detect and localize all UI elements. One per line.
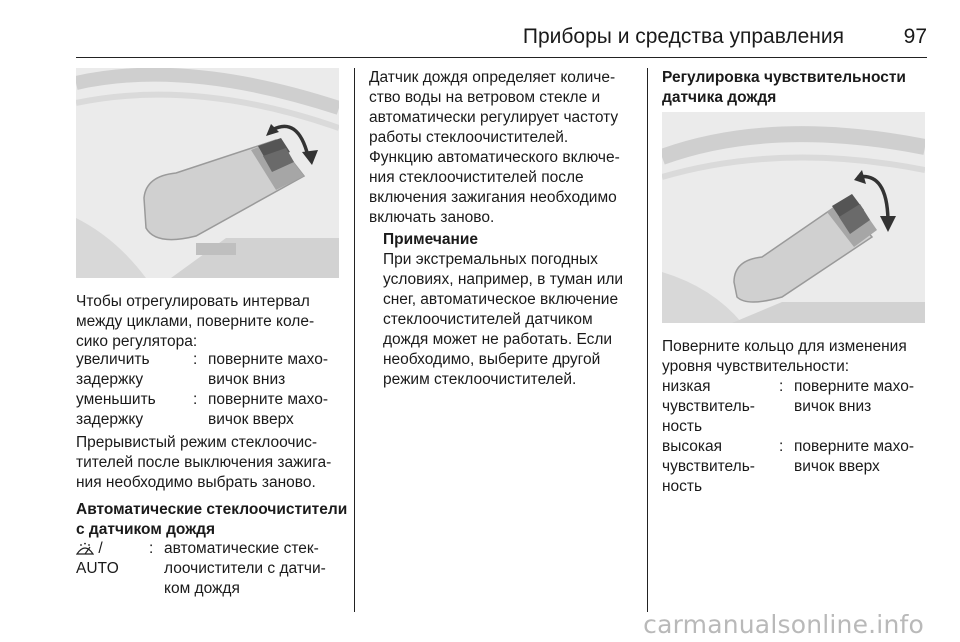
definition-value xyxy=(208,390,346,430)
colon: : xyxy=(779,378,784,395)
text-line: вичок вниз xyxy=(794,398,872,415)
definition-value xyxy=(794,377,937,417)
wiper-stalk-illustration-2 xyxy=(662,112,925,323)
text-line: условиях, например, в туман или xyxy=(383,271,624,288)
text-line: лоочистители с датчи- xyxy=(164,560,326,577)
colon: : xyxy=(193,351,198,368)
definition-term xyxy=(662,377,755,437)
definition-value xyxy=(164,539,348,599)
text-line: поверните махо- xyxy=(794,438,915,455)
sensitivity-definition-list xyxy=(662,377,937,497)
text-line: Прерывистый режим стеклоочис- xyxy=(76,434,318,451)
text-line: Поверните кольцо для изменения xyxy=(662,338,907,355)
term-separator: / xyxy=(98,540,103,557)
text-line: поверните махо- xyxy=(208,391,329,408)
definition-value xyxy=(208,350,346,390)
text-line: поверните махо- xyxy=(794,378,915,395)
text-line: уровня чувствительности: xyxy=(662,358,850,375)
text-line: Датчик дождя определяет количе- xyxy=(369,69,616,86)
auto-restart-paragraph xyxy=(369,148,641,228)
definition-term xyxy=(76,390,156,430)
text-line: задержку xyxy=(76,371,144,388)
text-line: Регулировка чувствительности xyxy=(662,69,906,86)
text-line: автоматические стек- xyxy=(164,540,319,557)
definition-term xyxy=(76,350,150,390)
text-line: увеличить xyxy=(76,351,150,368)
colon: : xyxy=(193,391,198,408)
text-line: включения зажигания необходимо xyxy=(369,189,617,206)
definition-row xyxy=(662,377,937,437)
definition-value xyxy=(794,437,937,477)
column-divider-2 xyxy=(647,68,648,612)
text-line: ство воды на ветровом стекле и xyxy=(369,89,601,106)
text-line: задержку xyxy=(76,411,144,428)
text-line: ность xyxy=(662,418,703,435)
colon: : xyxy=(149,540,154,557)
definition-row xyxy=(76,350,346,390)
interval-intro xyxy=(76,292,346,352)
column-divider-1 xyxy=(354,68,355,612)
text-line: Чтобы отрегулировать интервал xyxy=(76,293,310,310)
auto-label: AUTO xyxy=(76,560,119,577)
interval-definition-list xyxy=(76,350,346,430)
text-line: вичок вниз xyxy=(208,371,286,388)
text-line: чувствитель- xyxy=(662,398,755,415)
definition-row xyxy=(76,390,346,430)
page-number: 97 xyxy=(903,25,927,48)
text-line: включать заново. xyxy=(369,209,495,226)
watermark: carmanualsonline.info xyxy=(643,610,924,639)
page-header xyxy=(0,22,960,56)
text-line: работы стеклоочистителей. xyxy=(369,129,569,146)
text-line: датчика дождя xyxy=(662,89,777,106)
colon: : xyxy=(779,438,784,455)
note-block xyxy=(383,230,645,390)
rain-sensor-description xyxy=(369,68,641,148)
definition-term xyxy=(76,539,119,579)
section-title: Приборы и средства управления xyxy=(522,25,844,48)
text-line: вичок вверх xyxy=(208,411,294,428)
text-line: Функцию автоматического включе- xyxy=(369,149,620,166)
text-line: автоматически регулирует частоту xyxy=(369,109,619,126)
sensitivity-intro xyxy=(662,337,937,377)
wiper-stalk-illustration-1 xyxy=(76,68,339,278)
text-line: уменьшить xyxy=(76,391,156,408)
text-line: дождя может не работать. Если xyxy=(383,331,613,348)
definition-row xyxy=(662,437,937,497)
text-line: стеклоочистителей датчиком xyxy=(383,311,593,328)
intermittent-paragraph xyxy=(76,433,348,493)
text-line: низкая xyxy=(662,378,711,395)
text-line: поверните махо- xyxy=(208,351,329,368)
text-line: тителей после выключения зажига- xyxy=(76,454,332,471)
text-line: ность xyxy=(662,478,703,495)
text-line: вичок вверх xyxy=(794,458,880,475)
auto-definition xyxy=(76,539,348,601)
definition-term xyxy=(662,437,755,497)
definition-row xyxy=(76,539,348,601)
rain-sensor-wiper-icon xyxy=(76,542,94,556)
note-title: Примечание xyxy=(383,231,478,248)
text-line: с датчиком дождя xyxy=(76,521,216,538)
text-line: ния стеклоочистителей после xyxy=(369,169,584,186)
text-line: необходимо, выберите другой xyxy=(383,351,601,368)
text-line: ком дождя xyxy=(164,580,240,597)
auto-wipers-heading xyxy=(76,500,348,540)
text-line: между циклами, поверните коле- xyxy=(76,313,315,330)
text-line: ния необходимо выбрать заново. xyxy=(76,474,316,491)
sensitivity-heading xyxy=(662,68,932,108)
text-line: сико регулятора: xyxy=(76,333,198,350)
text-line: При экстремальных погодных xyxy=(383,251,598,268)
text-line: высокая xyxy=(662,438,723,455)
text-line: снег, автоматическое включение xyxy=(383,291,619,308)
text-line: чувствитель- xyxy=(662,458,755,475)
text-line: режим стеклоочистителей. xyxy=(383,371,577,388)
header-rule xyxy=(76,57,927,58)
text-line: Автоматические стеклоочистители xyxy=(76,501,348,518)
